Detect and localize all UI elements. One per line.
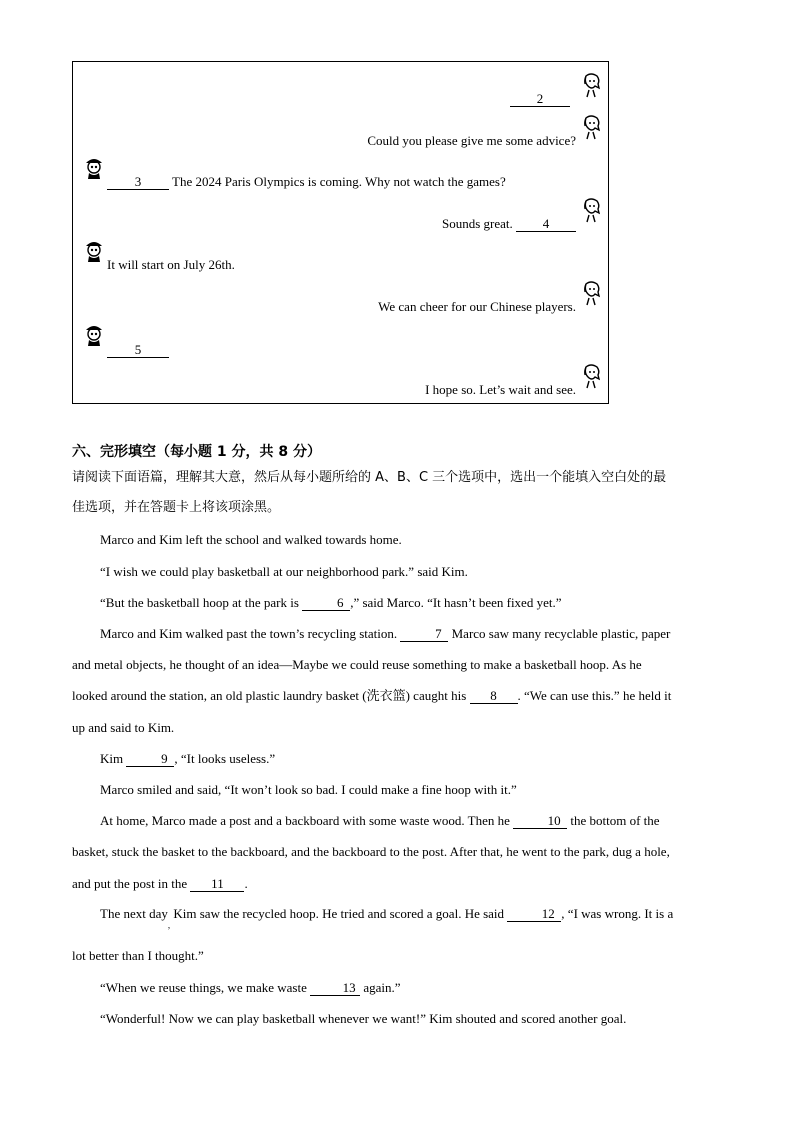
answer-blank-7: 7 [400,627,448,642]
paragraph-text: and put the post in the [72,876,191,891]
section-title: 六、完形填空（每小题 1 分，共 8 分） [72,444,321,460]
dialogue-line-7 [107,342,169,358]
paragraph-text: Marco saw many recyclable plastic, paper [448,626,671,641]
answer-blank-9: 9 [126,752,174,767]
paragraph-text: , “It looks useless.” [174,751,276,766]
answer-blank-10: 10 [513,814,567,829]
passage-paragraph-2: “I wish we could play basketball at our neighborhood park.” said Kim. [100,564,468,579]
paragraph-text: Marco and Kim walked past the town’s recycling station. [100,626,401,641]
stray-comma-mark: , [167,920,171,930]
passage-paragraph-5 [72,751,722,767]
passage-paragraph-7-line-2: basket, stuck the basket to the backboard, and the backboard to the post. After that, he went to the park, dug a hole, [72,844,670,859]
passage-paragraph-4-line-4: up and said to Kim. [72,720,175,735]
dialogue-line-4 [442,216,576,232]
answer-blank-5: 5 [107,343,169,358]
girl-avatar-icon [580,197,602,223]
passage-paragraph-4-line-2: and metal objects, he thought of an idea—Maybe we could reuse something to make a basketball hoop. As he [72,657,642,672]
paragraph-text: again.” [360,980,401,995]
dialogue-line-2: Could you please give me some advice? [367,133,576,148]
answer-blank-4: 4 [516,217,576,232]
answer-blank-8: 8 [470,689,518,704]
passage-paragraph-9 [72,980,722,996]
boy-avatar-icon [83,322,105,348]
paragraph-text: . “We can use this.” he held it [517,688,672,703]
answer-blank-12: 12 [507,907,561,922]
passage-paragraph-4-line-3 [72,688,722,704]
paragraph-text: “But the basketball hoop at the park is [100,595,303,610]
dialogue-line-6: We can cheer for our Chinese players. [378,299,576,314]
paragraph-text: ,” said Marco. “It hasn’t been fixed yet.” [350,595,562,610]
passage-paragraph-1: Marco and Kim left the school and walked towards home. [100,532,402,547]
answer-blank-11: 11 [190,877,244,892]
dialogue-line-8: I hope so. Let’s wait and see. [425,382,576,397]
girl-avatar-icon [580,114,602,140]
paragraph-text: the bottom of the [567,813,660,828]
girl-avatar-icon [580,72,602,98]
paragraph-text: . [244,876,248,891]
passage-paragraph-7-line-1 [72,813,722,829]
dialogue-line-3 [107,174,506,190]
dialogue-box [72,61,609,404]
paragraph-text: “When we reuse things, we make waste [100,980,311,995]
dialogue-line-5: It will start on July 26th. [107,257,235,272]
dialogue-line-3-text: The 2024 Paris Olympics is coming. Why not watch the games? [172,174,506,189]
answer-blank-6: 6 [302,596,350,611]
paragraph-text: Kim saw the recycled hoop. He tried and scored a goal. He said [170,906,508,921]
paragraph-text: At home, Marco made a post and a backboard with some waste wood. Then he [100,813,514,828]
paragraph-text: Kim [100,751,127,766]
passage-paragraph-8-line-2: lot better than I thought.” [72,948,204,963]
boy-avatar-icon [83,238,105,264]
boy-avatar-icon [83,155,105,181]
dialogue-line-1 [510,91,570,107]
answer-blank-13: 13 [310,981,360,996]
dialogue-line-4-text: Sounds great. [441,216,513,231]
instruction-line-1: 请阅读下面语篇，理解其大意，然后从每小题所给的 A、B、C 三个选项中，选出一个能填入空白处的最 [72,470,667,485]
answer-blank-3: 3 [107,175,169,190]
passage-paragraph-6: Marco smiled and said, “It won’t look so bad. I could make a fine hoop with it.” [100,782,517,797]
passage-paragraph-10: “Wonderful! Now we can play basketball whenever we want!” Kim shouted and scored another goal. [100,1011,627,1026]
instruction-line-2: 佳选项，并在答题卡上将该项涂黑。 [72,500,281,515]
answer-blank-2: 2 [510,92,570,107]
paragraph-text: looked around the station, an old plastic laundry basket (洗衣篮) caught his [72,688,470,703]
passage-paragraph-7-line-3 [72,876,722,892]
girl-avatar-icon [580,280,602,306]
passage-paragraph-4-line-1 [72,626,722,642]
passage-paragraph-8-line-1 [72,906,722,930]
passage-paragraph-3 [72,595,722,611]
paragraph-text: , “I was wrong. It is a [561,906,674,921]
paragraph-text: The next day [100,906,168,921]
girl-avatar-icon [580,363,602,389]
